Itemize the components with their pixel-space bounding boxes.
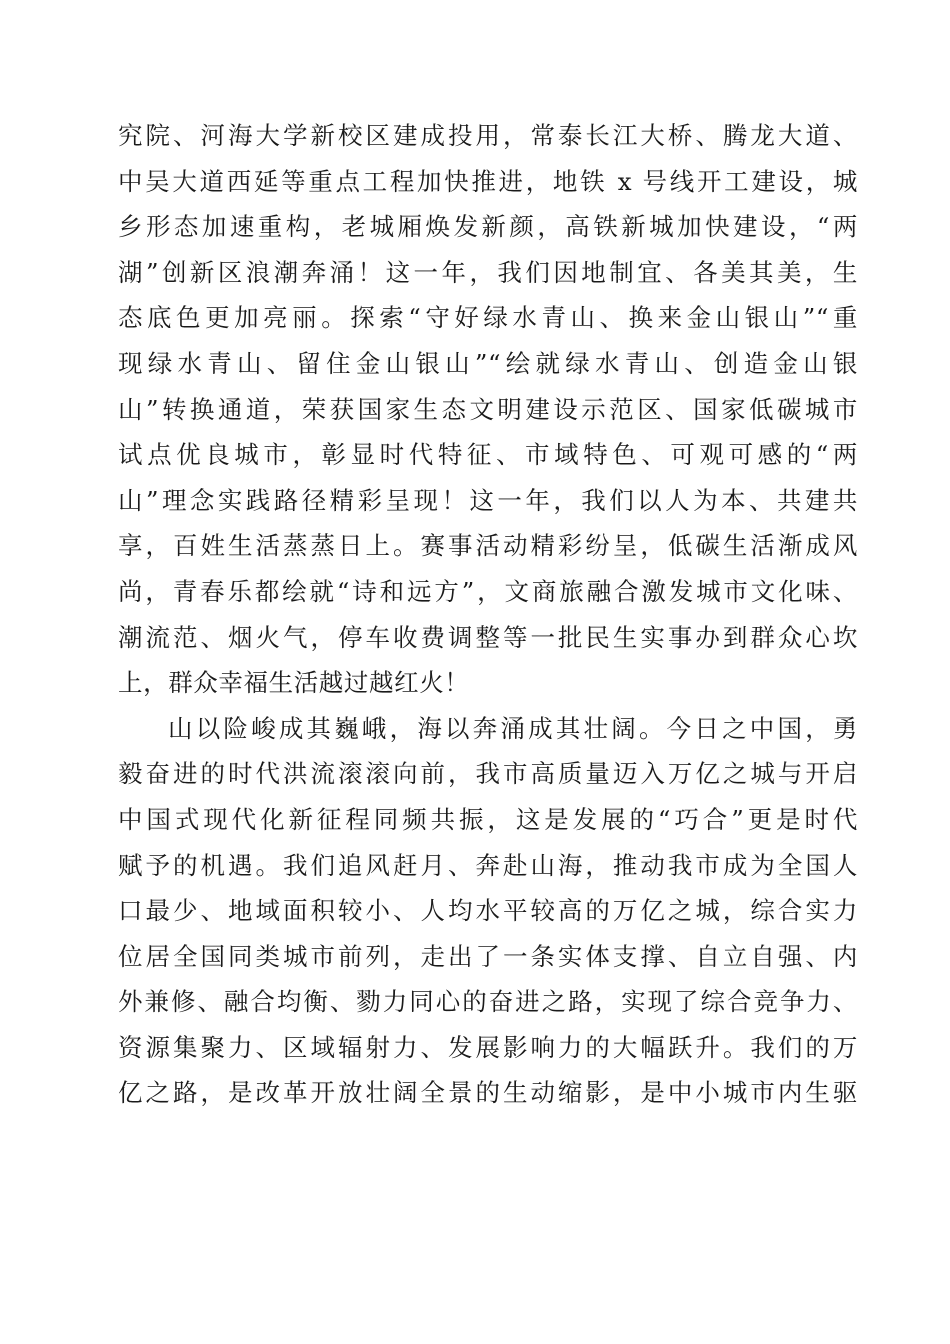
text-line: 亿之路，是改革开放壮阔全景的生动缩影，是中小城市内生驱 <box>118 1078 858 1108</box>
text-line: 毅奋进的时代洪流滚滚向前，我市高质量迈入万亿之城与开启 <box>118 759 858 789</box>
text-line: 现绿水青山、留住金山银山”“绘就绿水青山、创造金山银 <box>118 348 858 378</box>
text-line: 山”转换通道，荣获国家生态文明建设示范区、国家低碳城市 <box>118 394 858 424</box>
body-text <box>118 113 858 1116</box>
text-line: 中国式现代化新征程同频共振，这是发展的“巧合”更是时代 <box>118 804 858 834</box>
text-line: 中吴大道西延等重点工程加快推进，地铁 x 号线开工建设，城 <box>118 166 858 196</box>
text-line: 乡形态加速重构，老城厢焕发新颜，高铁新城加快建设，“两 <box>118 212 858 242</box>
text-line: 享，百姓生活蒸蒸日上。赛事活动精彩纷呈，低碳生活渐成风 <box>118 531 858 561</box>
text-line: 潮流范、烟火气，停车收费调整等一批民生实事办到群众心坎 <box>118 622 858 652</box>
text-line-first: 山以险峻成其巍峨，海以奔涌成其壮阔。今日之中国，勇 <box>168 713 858 743</box>
text-line: 赋予的机遇。我们追风赶月、奔赴山海，推动我市成为全国人 <box>118 850 858 880</box>
text-line: 外兼修、融合均衡、勠力同心的奋进之路，实现了综合竞争力、 <box>118 987 858 1017</box>
text-line-last: 上，群众幸福生活越过越红火！ <box>118 668 470 698</box>
text-line: 试点优良城市，彰显时代特征、市域特色、可观可感的“两 <box>118 440 858 470</box>
text-line: 山”理念实践路径精彩呈现！这一年，我们以人为本、共建共 <box>118 485 858 515</box>
text-line: 究院、河海大学新校区建成投用，常泰长江大桥、腾龙大道、 <box>118 121 858 150</box>
text-line: 态底色更加亮丽。探索“守好绿水青山、换来金山银山”“重 <box>118 303 858 333</box>
text-line: 湖”创新区浪潮奔涌！这一年，我们因地制宜、各美其美，生 <box>118 257 858 287</box>
text-line: 位居全国同类城市前列，走出了一条实体支撑、自立自强、内 <box>118 941 858 971</box>
text-line: 资源集聚力、区域辐射力、发展影响力的大幅跃升。我们的万 <box>118 1032 858 1062</box>
text-line: 尚，青春乐都绘就“诗和远方”，文商旅融合激发城市文化味、 <box>118 576 858 606</box>
paragraph-1 <box>118 113 858 706</box>
paragraph-2 <box>118 706 858 1116</box>
text-line: 口最少、地域面积较小、人均水平较高的万亿之城，综合实力 <box>118 896 858 926</box>
